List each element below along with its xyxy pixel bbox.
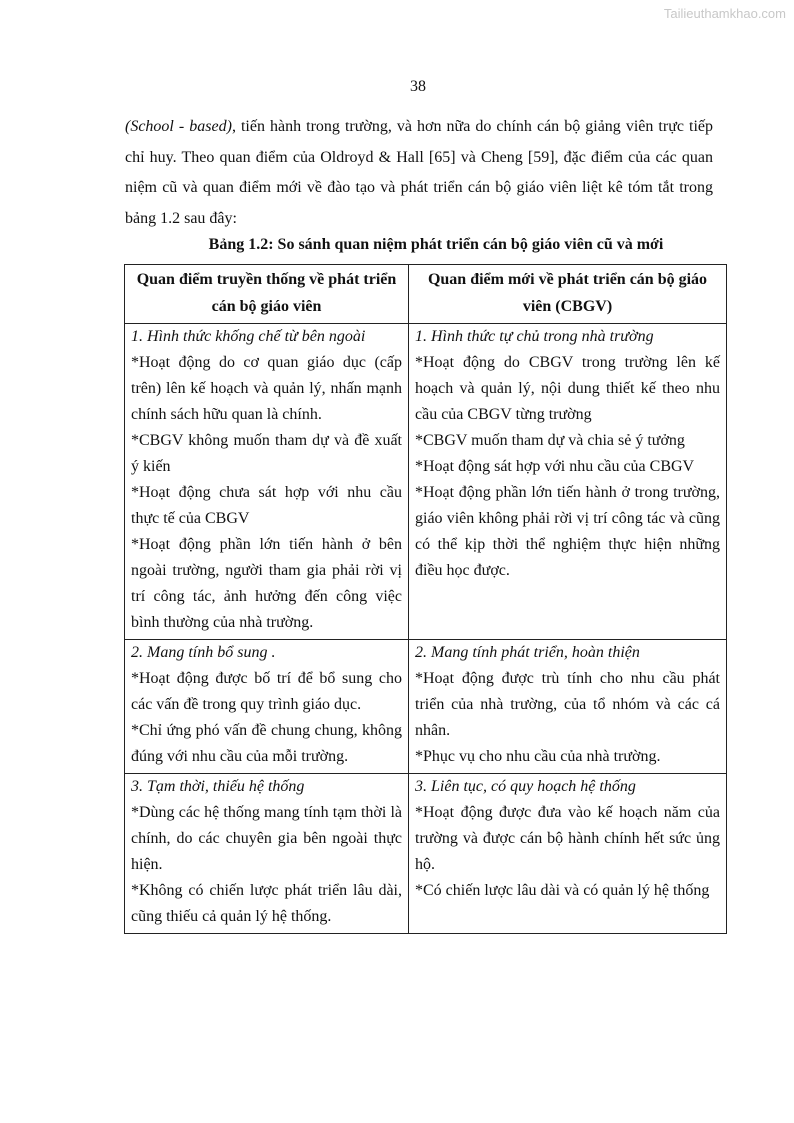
table-caption: Bảng 1.2: So sánh quan niệm phát triển cán bộ giáo viên cũ và mới (208, 236, 664, 253)
bullet-text: *Dùng các hệ thống mang tính tạm thời là chính, do các chuyên gia bên ngoài thực hiện. (131, 804, 402, 873)
bullet-text: *Hoạt động phần lớn tiến hành ở bên ngoài trường, người tham gia phải rời vị trí công tác, ảnh hưởng đến công việc bình thường của nhà trường. (131, 536, 402, 631)
bullet-text: *CBGV muốn tham dự và chia sẻ ý tưởng (415, 432, 685, 449)
watermark: Tailieuthamkhao.com (663, 6, 786, 21)
bullet-text: *Hoạt động chưa sát hợp với nhu cầu thực tế của CBGV (131, 484, 402, 527)
bullet-text: *CBGV không muốn tham dự và đề xuất ý kiến (131, 432, 402, 475)
section-title: 1. Hình thức tự chủ trong nhà trường (415, 328, 654, 345)
table-row (125, 640, 727, 774)
intro-lead: (School - based) (125, 118, 232, 135)
bullet-text: *Hoạt động được trù tính cho nhu cầu phát triển của nhà trường, của tổ nhóm và các cá nhân. (415, 670, 720, 739)
section-title: 1. Hình thức khống chế từ bên ngoài (131, 328, 366, 345)
bullet-text: *Chỉ ứng phó vấn đề chung chung, không đúng với nhu cầu của mỗi trường. (131, 722, 402, 765)
cell-traditional-3 (125, 774, 409, 934)
section-title: 2. Mang tính phát triển, hoàn thiện (415, 644, 640, 661)
intro-paragraph (125, 112, 713, 234)
header-new: Quan điểm mới về phát triển cán bộ giáo viên (CBGV) (409, 265, 727, 324)
table-row (125, 324, 727, 640)
section-title: 3. Tạm thời, thiếu hệ thống (131, 778, 305, 795)
bullet-text: *Phục vụ cho nhu cầu của nhà trường. (415, 748, 661, 765)
bullet-text: *Hoạt động được đưa vào kế hoạch năm của trường và được cán bộ hành chính hết sức ủng hộ. (415, 804, 720, 873)
comparison-table (124, 264, 727, 934)
header-traditional: Quan điểm truyền thống về phát triển cán bộ giáo viên (125, 265, 409, 324)
bullet-text: *Hoạt động do cơ quan giáo dục (cấp trên) lên kế hoạch và quản lý, nhấn mạnh chính sách hữu quan là chính. (131, 354, 402, 423)
cell-new-2 (409, 640, 727, 774)
cell-new-1 (409, 324, 727, 640)
cell-traditional-2 (125, 640, 409, 774)
cell-traditional-1 (125, 324, 409, 640)
cell-new-3 (409, 774, 727, 934)
table-row (125, 774, 727, 934)
bullet-text: *Hoạt động do CBGV trong trường lên kế hoạch và quản lý, nội dung thiết kế theo nhu cầu của CBGV từng trường (415, 354, 720, 423)
section-title: 2. Mang tính bổ sung . (131, 644, 276, 661)
bullet-text: *Hoạt động phần lớn tiến hành ở trong trường, giáo viên không phải rời vị trí công tác và cũng có thể kịp thời thể nghiệm thực hiện những điều học được. (415, 484, 720, 579)
bullet-text: *Hoạt động sát hợp với nhu cầu của CBGV (415, 458, 695, 475)
section-title: 3. Liên tục, có quy hoạch hệ thống (415, 778, 636, 795)
bullet-text: *Có chiến lược lâu dài và có quản lý hệ thống (415, 882, 710, 899)
intro-text: , tiến hành trong trường, và hơn nữa do chính cán bộ giảng viên trực tiếp chỉ huy. Theo quan điểm của Oldroyd & Hall [65] và Cheng [59], đặc điểm của các quan niệm cũ và quan điểm mới về đào tạo và phát triển cán bộ giáo viên liệt kê tóm tắt trong bảng 1.2 sau đây: (125, 118, 713, 227)
bullet-text: *Không có chiến lược phát triển lâu dài, cũng thiếu cả quản lý hệ thống. (131, 882, 402, 925)
page-number: 38 (410, 78, 426, 95)
table-header-row (125, 265, 727, 324)
bullet-text: *Hoạt động được bố trí để bổ sung cho các vấn đề trong quy trình giáo dục. (131, 670, 402, 713)
